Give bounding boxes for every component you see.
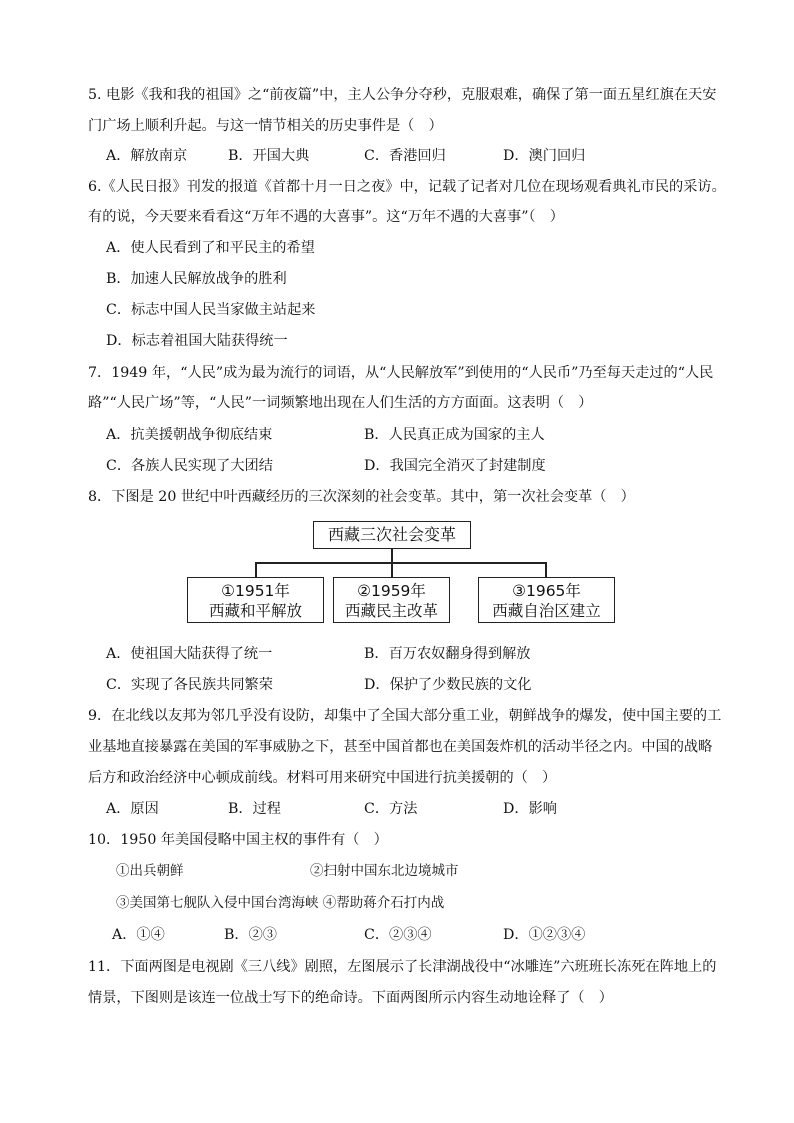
option-b[interactable]: B．②③ (224, 927, 277, 943)
connector-right (545, 562, 547, 577)
question-text: 业基地直接暴露在美国的军事威胁之下，甚至中国首都也在美国轰炸机的活动半径之内。中国的战略 (88, 739, 713, 755)
diagram-box-1965 (478, 577, 615, 623)
question-text: 11．下面两图是电视剧《三八线》剧照，左图展示了长津湖战役中“冰雕连”六班班长冻死在阵地上的 (88, 959, 717, 975)
diagram-title-box: 西藏三次社会变革 (313, 521, 471, 549)
box-year: ②1959年 (357, 582, 426, 600)
question-text: 10．1950 年美国侵略中国主权的事件有（ ） (88, 832, 388, 848)
option-a[interactable]: A．原因 (106, 801, 159, 817)
question-text: 情景，下图则是该连一位战士写下的绝命诗。下面两图所示内容生动地诠释了（ ） (88, 990, 613, 1006)
connector-vertical (391, 549, 393, 563)
question-text: 有的说，今天要来看看这“万年不遇的大喜事”。这“万年不遇的大喜事”（ ） (88, 209, 564, 225)
question-text: 8．下图是 20 世纪中叶西藏经历的三次深刻的社会变革。其中，第一次社会变革（ ） (88, 489, 635, 505)
question-text: 7．1949 年，“人民”成为最为流行的词语，从“人民解放军”到使用的“人民币”乃至每天走过的“人民 (88, 365, 714, 381)
connector-middle (391, 562, 393, 577)
statement-1: ①出兵朝鲜 (116, 863, 184, 879)
statement-3-4: ③美国第七舰队入侵中国台湾海峡 ④帮助蒋介石打内战 (116, 895, 445, 911)
connector-horizontal (255, 562, 547, 564)
option-c[interactable]: C．②③④ (364, 927, 432, 943)
option-d[interactable]: D．澳门回归 (503, 148, 586, 164)
option-a[interactable]: A．使人民看到了和平民主的希望 (106, 240, 315, 256)
option-d[interactable]: D．我国完全消灭了封建制度 (364, 458, 546, 474)
option-d[interactable]: D．标志着祖国大陆获得统一 (106, 333, 288, 349)
box-event: 西藏自治区建立 (492, 602, 601, 620)
option-b[interactable]: B．开国大典 (228, 148, 310, 164)
box-event: 西藏和平解放 (208, 602, 302, 620)
option-c[interactable]: C．香港回归 (364, 148, 446, 164)
question-text: 9．在北线以友邦为邻几乎没有设防，却集中了全国大部分重工业，朝鲜战争的爆发，使中国主要的工 (88, 708, 722, 724)
option-b[interactable]: B．百万农奴翻身得到解放 (364, 646, 531, 662)
option-d[interactable]: D．①②③④ (503, 927, 586, 943)
option-b[interactable]: B．加速人民解放战争的胜利 (106, 271, 287, 287)
option-c[interactable]: C．实现了各民族共同繁荣 (106, 677, 273, 693)
statement-2: ②扫射中国东北边境城市 (310, 863, 459, 879)
option-a[interactable]: A．解放南京 (106, 148, 188, 164)
option-c[interactable]: C．标志中国人民当家做主站起来 (106, 302, 316, 318)
box-year: ①1951年 (221, 582, 290, 600)
option-b[interactable]: B．人民真正成为国家的主人 (364, 427, 545, 443)
option-d[interactable]: D．影响 (503, 801, 557, 817)
question-text: 后方和政治经济中心顿成前线。材料可用来研究中国进行抗美援朝的（ ） (88, 770, 557, 786)
option-b[interactable]: B．过程 (228, 801, 281, 817)
connector-left (255, 562, 257, 577)
diagram-box-1959 (333, 577, 450, 623)
question-text: 路”“人民广场”等，“人民”一词频繁地出现在人们生活的方方面面。这表明（ ） (88, 395, 593, 411)
option-a[interactable]: A．使祖国大陆获得了统一 (106, 646, 273, 662)
option-a[interactable]: A．①④ (112, 927, 165, 943)
question-text: 5. 电影《我和我的祖国》之“前夜篇”中，主人公争分夺秒，克服艰难，确保了第一面五星红旗在天安 (88, 87, 717, 103)
box-year: ③1965年 (512, 582, 581, 600)
box-event: 西藏民主改革 (344, 602, 438, 620)
option-d[interactable]: D．保护了少数民族的文化 (364, 677, 532, 693)
option-a[interactable]: A．抗美援朝战争彻底结束 (106, 427, 273, 443)
option-c[interactable]: C．方法 (364, 801, 418, 817)
question-text: 6.《人民日报》刊发的报道《首都十月一日之夜》中，记载了记者对几位在现场观看典礼市民的采访。 (88, 179, 726, 195)
question-text: 门广场上顺利升起。与这一情节相关的历史事件是（ ） (88, 118, 443, 134)
diagram-box-1951 (187, 577, 324, 623)
option-c[interactable]: C．各族人民实现了大团结 (106, 458, 273, 474)
